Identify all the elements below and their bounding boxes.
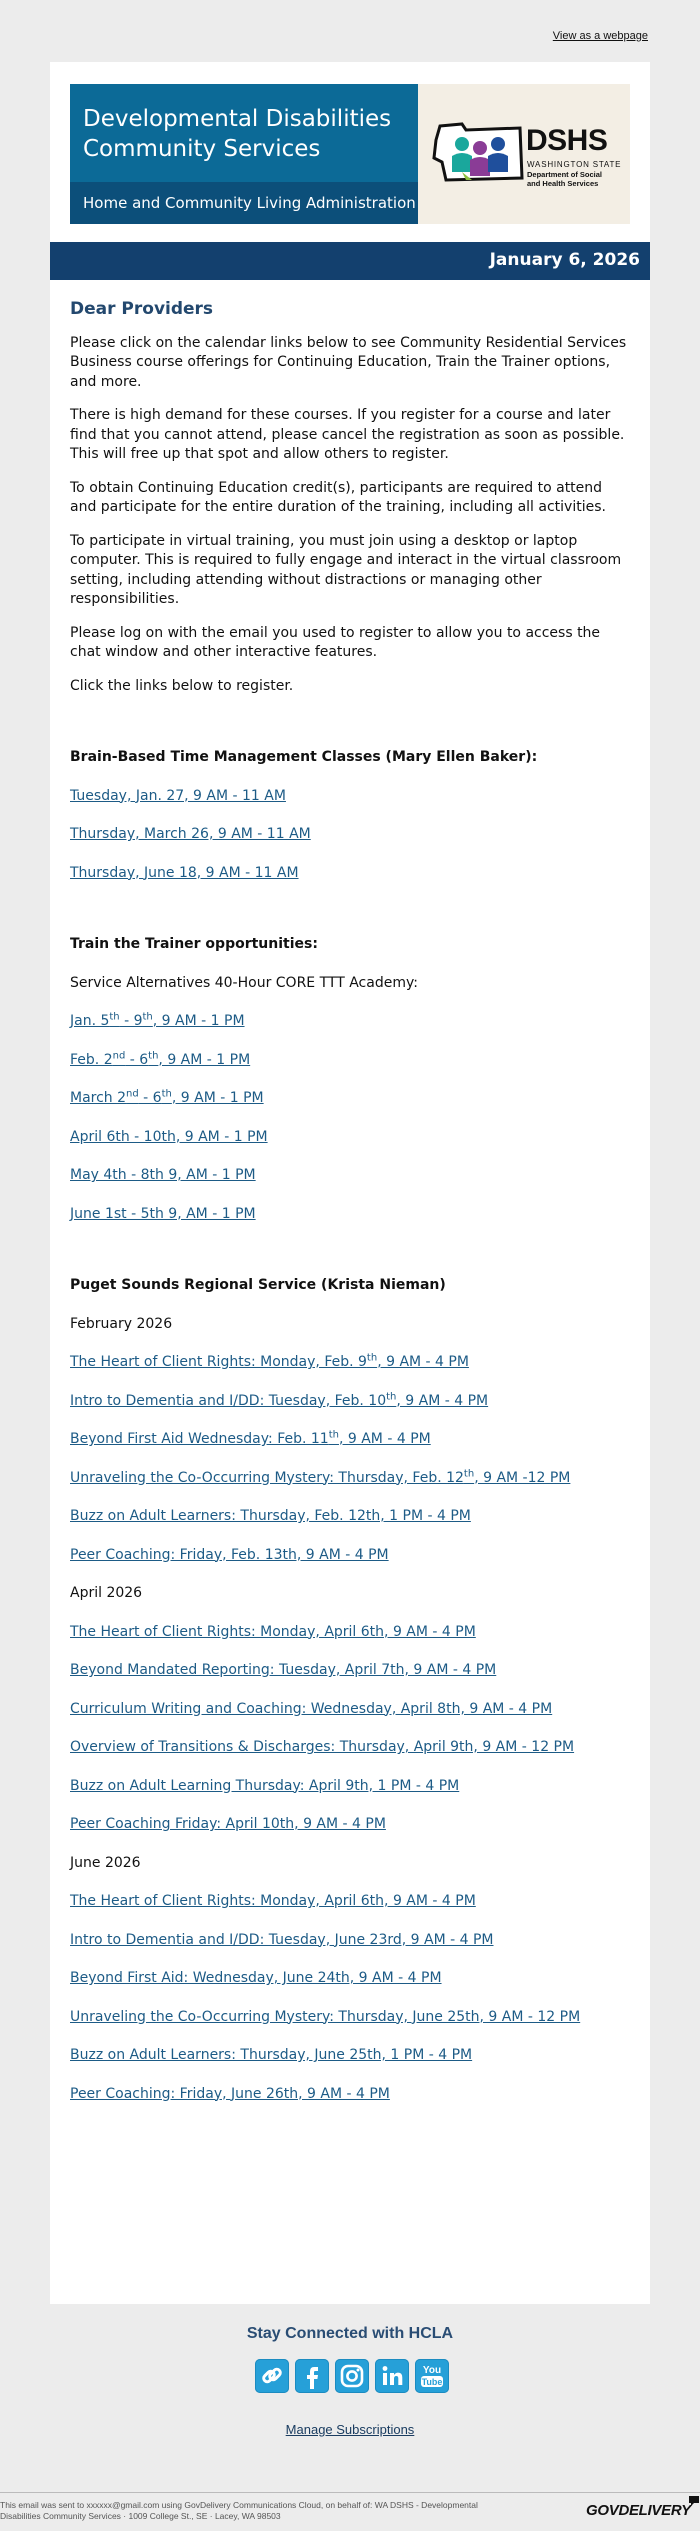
click-links-paragraph: Click the links below to register. xyxy=(70,677,294,694)
ttt-link-feb-b: - 6 xyxy=(125,1051,149,1068)
apr-link-transitions[interactable]: Overview of Transitions & Discharges: Thursday, April 9th, 9 AM - 12 PM xyxy=(70,1739,575,1755)
footer-notice xyxy=(0,2500,575,2522)
virtual-training-paragraph: To participate in virtual training, you must join using a desktop or laptop computer. This is required to fully engage and interact in the virtual classroom setting, including attending without distractions or managing other responsibilities. xyxy=(70,532,622,607)
date-bar xyxy=(50,242,650,280)
feb-link-client-rights-sup: th xyxy=(366,1352,378,1364)
feb-link-first-aid-a: Beyond First Aid Wednesday: Feb. 11 xyxy=(70,1431,329,1447)
brain-link-june[interactable]: Thursday, June 18, 9 AM - 11 AM xyxy=(70,864,299,881)
ttt-link-feb-c: , 9 AM - 1 PM xyxy=(158,1051,251,1068)
ttt-link-jan-sup2: th xyxy=(142,1011,153,1023)
email-header xyxy=(70,84,630,224)
ttt-link-jan-sup1: th xyxy=(109,1011,120,1023)
feb-link-client-rights-b: , 9 AM - 4 PM xyxy=(377,1354,469,1370)
feb-link-dementia[interactable] xyxy=(70,1392,630,1412)
header-title-line2: Community Services xyxy=(83,136,321,162)
puget-section-title: Puget Sounds Regional Service (Krista Nieman) xyxy=(70,1277,446,1293)
demand-paragraph: There is high demand for these courses. If you register for a course and later find that you cannot attend, please cancel the registration as soon as possible. This will free up that spot and allow others to register. xyxy=(70,407,625,462)
instagram-icon[interactable] xyxy=(335,2359,369,2393)
ttt-link-feb-a: Feb. 2 xyxy=(70,1051,113,1068)
feb-link-first-aid-b: , 9 AM - 4 PM xyxy=(338,1431,431,1447)
brain-section-title: Brain-Based Time Management Classes (Mary Ellen Baker): xyxy=(70,749,538,765)
ttt-link-feb-sup2: th xyxy=(148,1049,159,1061)
top-bar xyxy=(0,0,700,62)
youtube-icon-text-tube: Tube xyxy=(421,2377,443,2387)
footer-divider xyxy=(0,2492,700,2493)
feb-link-co-occurring-b: , 9 AM -12 PM xyxy=(474,1469,571,1486)
logo-dshs-text: DSHS xyxy=(526,124,608,157)
ttt-link-jan-b: - 9 xyxy=(119,1013,143,1029)
ttt-section-title: Train the Trainer opportunities: xyxy=(70,936,318,952)
view-as-webpage-link[interactable]: View as a webpage xyxy=(552,30,648,42)
linkedin-icon[interactable] xyxy=(375,2359,409,2393)
ttt-link-march[interactable] xyxy=(70,1089,630,1109)
washington-state-icon xyxy=(432,122,524,186)
feb-link-dementia-b: , 9 AM - 4 PM xyxy=(396,1392,489,1409)
dshs-logo xyxy=(418,84,630,224)
feb-link-client-rights-a: The Heart of Client Rights: Monday, Feb. 9 xyxy=(70,1354,367,1370)
youtube-icon-text-you: You xyxy=(422,2365,442,2376)
brain-link-jan[interactable]: Tuesday, Jan. 27, 9 AM - 11 AM xyxy=(70,787,286,804)
feb-2026-label: February 2026 xyxy=(70,1315,173,1332)
login-paragraph: Please log on with the email you used to register to allow you to access the chat window and other interactive features. xyxy=(70,624,601,660)
logo-department-text xyxy=(527,170,627,188)
youtube-icon[interactable] xyxy=(415,2359,449,2393)
greeting: Dear Providers xyxy=(70,299,214,319)
jun-link-co-occurring[interactable]: Unraveling the Co-Occurring Mystery: Thursday, June 25th, 9 AM - 12 PM xyxy=(70,2008,581,2025)
header-banner xyxy=(70,84,418,224)
apr-link-client-rights[interactable]: The Heart of Client Rights: Monday, April 6th, 9 AM - 4 PM xyxy=(70,1623,476,1640)
govdelivery-logo[interactable]: GOVDELIVERY xyxy=(586,2502,691,2519)
ttt-link-march-b: - 6 xyxy=(138,1090,162,1106)
feb-link-buzz[interactable]: Buzz on Adult Learners: Thursday, Feb. 12th, 1 PM - 4 PM xyxy=(70,1508,471,1524)
ttt-link-march-sup1: nd xyxy=(126,1088,139,1100)
govdelivery-badge-icon xyxy=(689,2496,699,2506)
email-body xyxy=(70,300,630,2104)
jun-2026-label: June 2026 xyxy=(70,1854,141,1871)
header-title-line1: Developmental Disabilities xyxy=(83,106,392,132)
feb-link-client-rights[interactable] xyxy=(70,1353,630,1373)
ttt-link-june[interactable]: June 1st - 5th 9, AM - 1 PM xyxy=(70,1205,256,1222)
feb-link-dementia-a: Intro to Dementia and I/DD: Tuesday, Feb. 10 xyxy=(70,1392,387,1409)
ttt-link-may[interactable]: May 4th - 8th 9, AM - 1 PM xyxy=(70,1167,256,1183)
facebook-icon[interactable] xyxy=(295,2359,329,2393)
feb-link-dementia-sup: th xyxy=(386,1390,397,1402)
manage-subscriptions-link[interactable]: Manage Subscriptions xyxy=(285,2422,415,2437)
jun-link-peer-coaching[interactable]: Peer Coaching: Friday, June 26th, 9 AM - 4 PM xyxy=(70,2085,390,2102)
intro-paragraph: Please click on the calendar links below to see Community Residential Services Business course offerings for Continuing Education, Train the Trainer options, and more. xyxy=(70,334,627,390)
ttt-subtitle: Service Alternatives 40-Hour CORE TTT Academy: xyxy=(70,974,418,991)
feb-link-co-occurring-sup: th xyxy=(463,1467,475,1479)
logo-dept-line1: Department of Social xyxy=(527,170,603,179)
ttt-link-march-c: , 9 AM - 1 PM xyxy=(171,1090,264,1106)
apr-2026-label: April 2026 xyxy=(70,1585,143,1601)
ttt-link-april[interactable]: April 6th - 10th, 9 AM - 1 PM xyxy=(70,1128,268,1145)
footer-notice-line2: Disabilities Community Services · 1009 College St., SE · Lacey, WA 98503 xyxy=(0,2511,281,2521)
feb-link-peer-coaching[interactable]: Peer Coaching: Friday, Feb. 13th, 9 AM - 4 PM xyxy=(70,1546,389,1563)
ttt-link-march-sup2: th xyxy=(161,1088,172,1100)
apr-link-mandated-reporting[interactable]: Beyond Mandated Reporting: Tuesday, April 7th, 9 AM - 4 PM xyxy=(70,1662,497,1678)
feb-link-co-occurring-a: Unraveling the Co-Occurring Mystery: Thursday, Feb. 12 xyxy=(70,1469,464,1486)
ttt-link-jan[interactable] xyxy=(70,1012,630,1032)
email-card xyxy=(50,62,650,2304)
brain-link-march[interactable]: Thursday, March 26, 9 AM - 11 AM xyxy=(70,826,311,842)
ce-credit-paragraph: To obtain Continuing Education credit(s), participants are required to attend and participate for the entire duration of the training, including all activities. xyxy=(70,479,606,515)
apr-link-peer-coaching[interactable]: Peer Coaching Friday: April 10th, 9 AM - 4 PM xyxy=(70,1816,386,1832)
logo-dept-line2: and Health Services xyxy=(527,179,599,188)
header-title xyxy=(83,104,413,164)
ttt-link-jan-c: , 9 AM - 1 PM xyxy=(152,1013,245,1029)
ttt-link-jan-a: Jan. 5 xyxy=(70,1013,110,1029)
issue-date: January 6, 2026 xyxy=(489,250,640,270)
feb-link-co-occurring[interactable] xyxy=(70,1469,630,1489)
footer-notice-line1: This email was sent to xxxxxx@gmail.com using GovDelivery Communications Cloud, on behalf of: WA DSHS - Developmental xyxy=(0,2500,478,2510)
jun-link-dementia[interactable]: Intro to Dementia and I/DD: Tuesday, June 23rd, 9 AM - 4 PM xyxy=(70,1931,494,1948)
jun-link-client-rights[interactable]: The Heart of Client Rights: Monday, April 6th, 9 AM - 4 PM xyxy=(70,1893,476,1909)
link-icon[interactable] xyxy=(255,2359,289,2393)
stay-connected-title: Stay Connected with HCLA xyxy=(246,2325,454,2342)
ttt-link-feb-sup1: nd xyxy=(112,1049,126,1061)
apr-link-buzz[interactable]: Buzz on Adult Learning Thursday: April 9th, 1 PM - 4 PM xyxy=(70,1777,460,1794)
ttt-link-march-a: March 2 xyxy=(70,1090,127,1106)
ttt-link-feb[interactable] xyxy=(70,1051,630,1071)
feb-link-first-aid[interactable] xyxy=(70,1430,630,1450)
jun-link-first-aid[interactable]: Beyond First Aid: Wednesday, June 24th, 9 AM - 4 PM xyxy=(70,1970,442,1986)
feb-link-first-aid-sup: th xyxy=(328,1429,339,1441)
jun-link-buzz[interactable]: Buzz on Adult Learners: Thursday, June 25th, 1 PM - 4 PM xyxy=(70,2047,473,2063)
apr-link-curriculum[interactable]: Curriculum Writing and Coaching: Wednesday, April 8th, 9 AM - 4 PM xyxy=(70,1700,553,1717)
logo-state-text: WASHINGTON STATE xyxy=(527,160,622,169)
header-subtitle: Home and Community Living Administration xyxy=(70,182,418,224)
